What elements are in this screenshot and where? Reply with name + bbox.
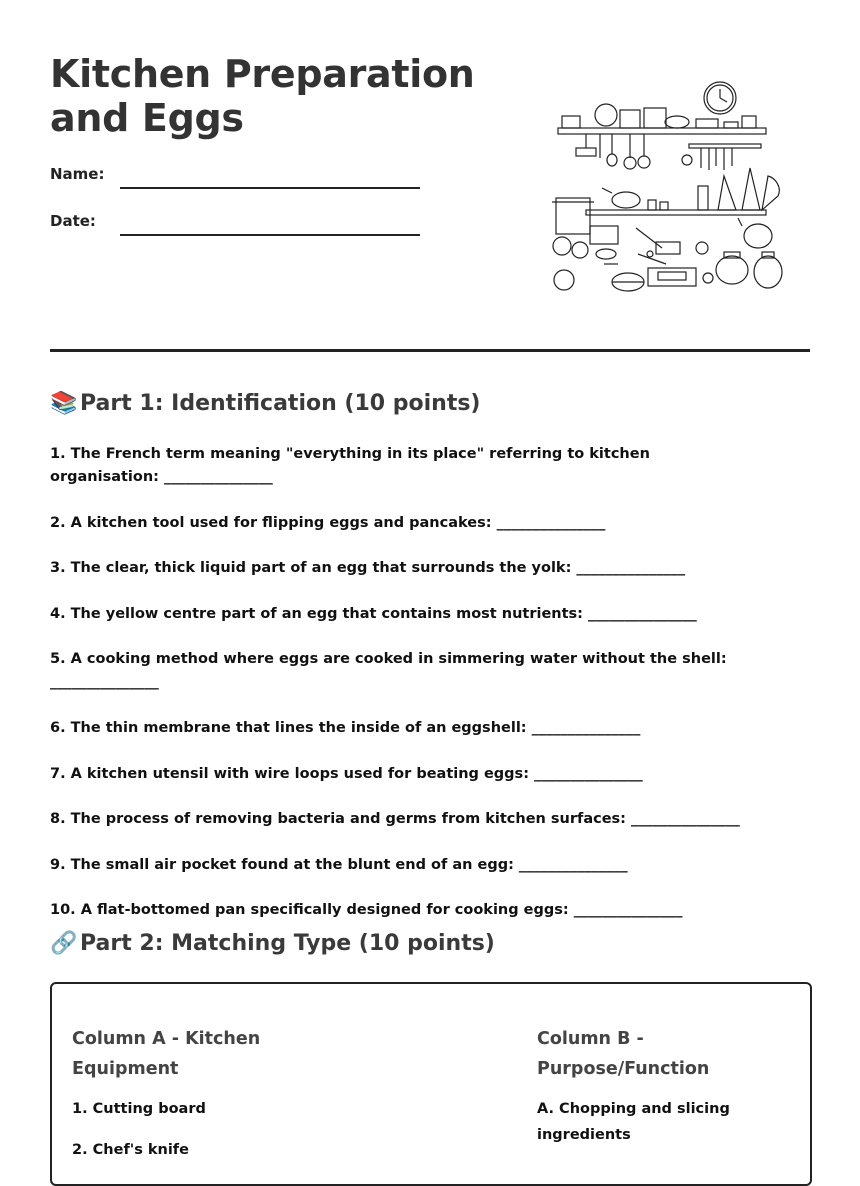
column-b bbox=[537, 1024, 767, 1163]
link-icon: 🔗 bbox=[50, 931, 78, 956]
part1-heading bbox=[50, 389, 481, 419]
question-item[interactable]: 8. The process of removing bacteria and germs from kitchen surfaces: _______________ bbox=[50, 811, 740, 828]
worksheet-page bbox=[50, 0, 810, 1158]
part1-title: Part 1: Identification (10 points) bbox=[80, 391, 481, 416]
question-item[interactable]: 9. The small air pocket found at the blunt end of an egg: _______________ bbox=[50, 856, 628, 873]
date-line[interactable] bbox=[120, 234, 420, 236]
books-icon: 📚 bbox=[50, 391, 78, 416]
page-title: Kitchen Preparation and Eggs bbox=[50, 52, 475, 140]
column-a bbox=[72, 1024, 292, 1178]
worksheet-header bbox=[50, 0, 810, 352]
name-line[interactable] bbox=[120, 187, 420, 189]
part2-heading bbox=[50, 929, 495, 959]
question-item[interactable]: 5. A cooking method where eggs are cooked in simmering water without the shell: _______________ bbox=[50, 651, 727, 691]
question-item[interactable]: 1. The French term meaning "everything in its place" referring to kitchen organisation: _______________ bbox=[50, 446, 650, 485]
part2-title: Part 2: Matching Type (10 points) bbox=[80, 931, 495, 956]
identification-questions bbox=[50, 443, 810, 945]
question-item[interactable]: 6. The thin membrane that lines the inside of an eggshell: _______________ bbox=[50, 719, 641, 736]
date-field[interactable] bbox=[50, 211, 420, 235]
matching-box bbox=[50, 982, 812, 1186]
date-label: Date: bbox=[50, 212, 96, 230]
name-label: Name: bbox=[50, 165, 105, 183]
column-a-item: 1. Cutting board bbox=[72, 1101, 206, 1117]
name-field[interactable] bbox=[50, 164, 420, 188]
question-item[interactable]: 2. A kitchen tool used for flipping eggs and pancakes: _______________ bbox=[50, 514, 606, 531]
header-divider bbox=[50, 349, 810, 352]
kitchen-shelves-illustration bbox=[546, 78, 788, 296]
column-a-item: 2. Chef's knife bbox=[72, 1142, 189, 1158]
question-item[interactable]: 10. A flat-bottomed pan specifically designed for cooking eggs: _______________ bbox=[50, 902, 683, 919]
column-b-item: A. Chopping and slicing ingredients bbox=[537, 1101, 730, 1143]
question-item[interactable]: 4. The yellow centre part of an egg that contains most nutrients: _______________ bbox=[50, 605, 697, 622]
question-item[interactable]: 7. A kitchen utensil with wire loops used for beating eggs: _______________ bbox=[50, 765, 643, 782]
question-item[interactable]: 3. The clear, thick liquid part of an egg that surrounds the yolk: _______________ bbox=[50, 560, 686, 577]
column-a-heading: Column A - Kitchen Equipment bbox=[72, 1029, 261, 1079]
column-b-heading: Column B - Purpose/Function bbox=[537, 1029, 710, 1079]
